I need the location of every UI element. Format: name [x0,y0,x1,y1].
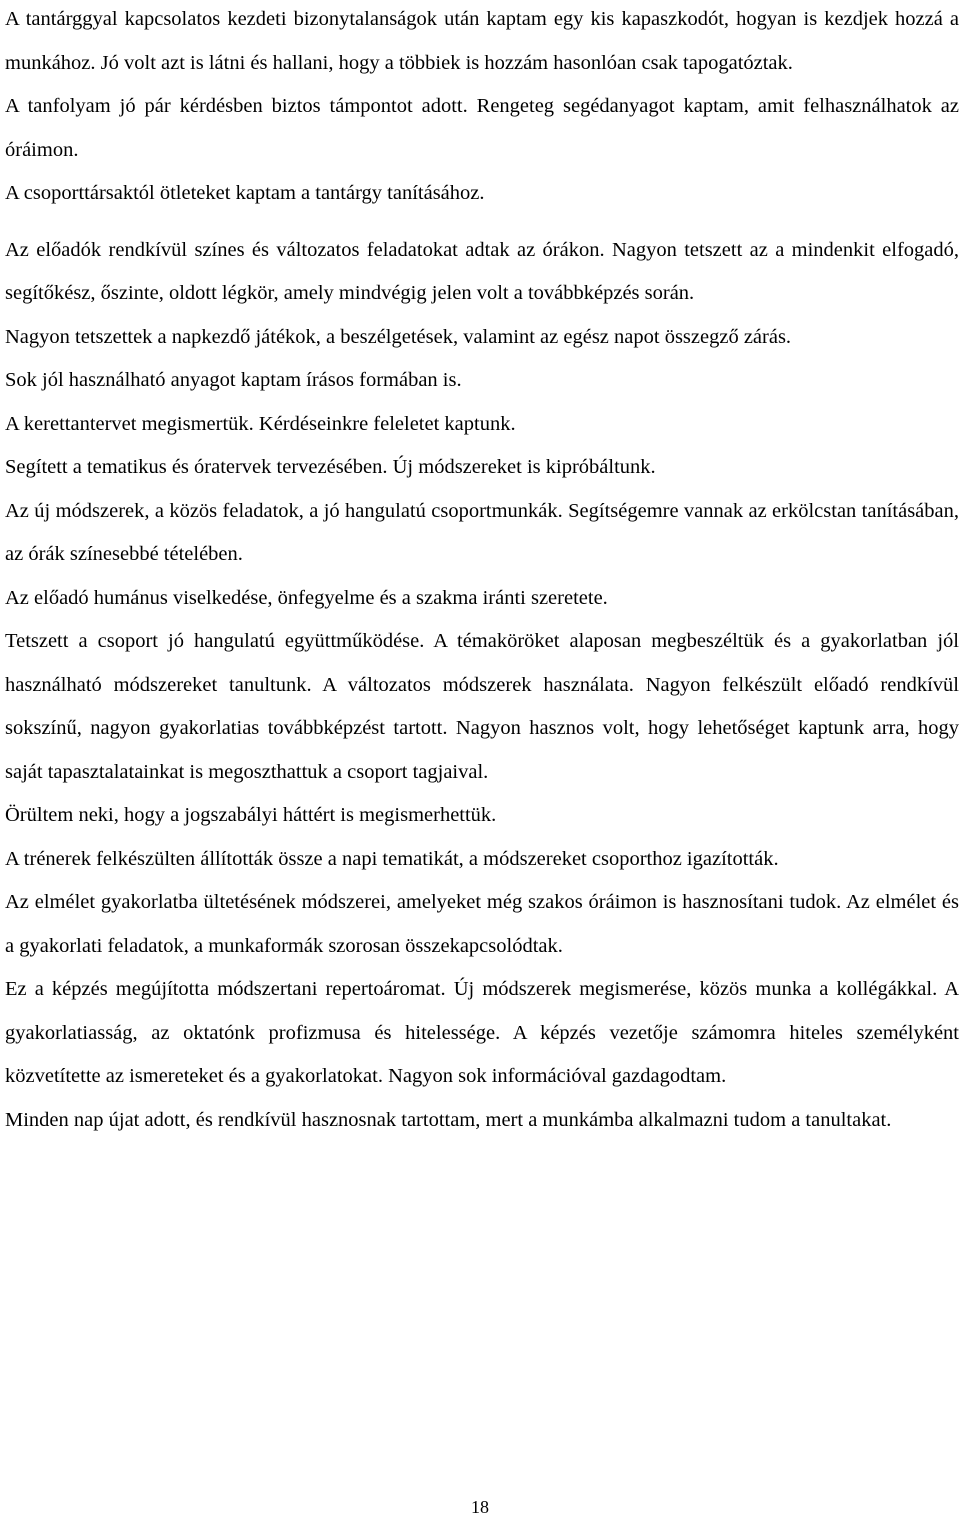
paragraph: A kerettantervet megismertük. Kérdéseinkre feleletet kaptunk. [5,412,516,435]
document-body [5,0,959,1142]
paragraph: Nagyon tetszettek a napkezdő játékok, a beszélgetések, valamint az egész napot összegző zárás. [5,325,792,348]
paragraph: A trénerek felkészülten állították össze a napi tematikát, a módszereket csoporthoz igazították. [5,847,779,870]
paragraph: A tanfolyam jó pár kérdésben biztos támpontot adott. Rengeteg segédanyagot kaptam, amit felhasználhatok az óráimon. [5,95,959,161]
paragraph: A csoporttársaktól ötleteket kaptam a tantárgy tanításához. [5,182,485,204]
paragraph: Az előadók rendkívül színes és változatos feladatokat adtak az órákon. Nagyon tetszett az a mindenkit elfogadó, segítőkész, őszinte, oldott légkör, amely mindvégig jelen volt a továbbképzés során. [5,238,959,304]
page-number: 18 [471,1497,489,1517]
paragraph: Az új módszerek, a közös feladatok, a jó hangulatú csoportmunkák. Segítségemre vannak az erkölcstan tanításában, az órák színesebbé tételében. [5,499,959,565]
paragraph: Minden nap újat adott, és rendkívül hasznosnak tartottam, mert a munkámba alkalmazni tudom a tanultakat. [5,1108,892,1131]
paragraph: Tetszett a csoport jó hangulatú együttműködése. A témaköröket alaposan megbeszéltük és a gyakorlatban jól használható módszereket tanultunk. A változatos módszerek használata. Nagyon felkészült előadó rendkívül sokszínű, nagyon gyakorlatias továbbképzést tartott. Nagyon hasznos volt, hogy lehetőséget kaptunk arra, hogy saját tapasztalatainkat is megoszthattuk a csoport tagjaival. [5,630,959,783]
paragraph: Az előadó humánus viselkedése, önfegyelme és a szakma iránti szeretete. [5,586,608,609]
paragraph: Sok jól használható anyagot kaptam írásos formában is. [5,369,462,391]
paragraph: Az elmélet gyakorlatba ültetésének módszerei, amelyeket még szakos óráimon is hasznosítani tudok. Az elmélet és a gyakorlati feladatok, a munkaformák szorosan összekapcsolódtak. [5,891,959,957]
paragraph-gap [5,216,959,229]
paragraph: Örültem neki, hogy a jogszabályi háttért is megismerhettük. [5,804,497,826]
paragraph: Ez a képzés megújította módszertani repertoáromat. Új módszerek megismerése, közös munka a kollégákkal. A gyakorlatiasság, az oktatónk profizmusa és hitelessége. A képzés vezetője számomra hiteles személyként közvetítette az ismereteket és a gyakorlatokat. Nagyon sok információval gazdagodtam. [5,978,959,1087]
paragraph: Segített a tematikus és óratervek tervezésében. Új módszereket is kipróbáltunk. [5,456,656,478]
paragraph: A tantárggyal kapcsolatos kezdeti bizonytalanságok után kaptam egy kis kapaszkodót, hogyan is kezdjek hozzá a munkához. Jó volt azt is látni és hallani, hogy a többiek is hozzám hasonlóan csak tapogatóztak. [5,8,959,74]
